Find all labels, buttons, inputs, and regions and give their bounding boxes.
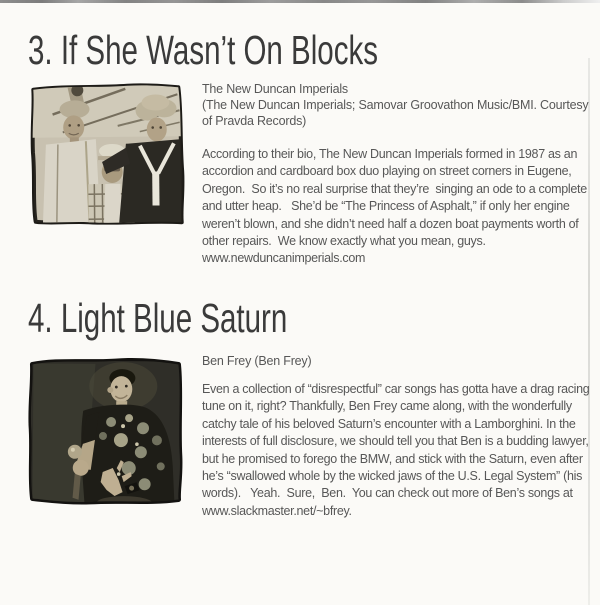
scan-edge-strip: [0, 0, 600, 3]
track3-artist-name: The New Duncan Imperials: [202, 82, 348, 96]
track3-artist-url: www.newduncanimperials.com: [202, 251, 366, 266]
track4-artist-url: www.slackmaster.net/~bfrey.: [202, 503, 352, 518]
track3-title: 3. If She Wasn’t On Blocks: [28, 27, 379, 73]
track4-description: Even a collection of “disrespectful” car songs has gotta have a drag racing tune on it, right? Thankfully, Ben Frey came along, with the wonderfully catchy tale of his beloved Saturn’s encounter with a Lamborghini. In the interests of full disclosure, we should tell you that Ben is a budding lawyer, but he promised to forego the BMW, and stick with the Saturn, even after he’s “swallowed whole by the wicked jaws of the U.S. Legal System” (his words). Yeah. Sure, Ben. You can check out more of Ben’s songs at: [202, 382, 593, 501]
track4-credit-block: [202, 353, 594, 369]
track3-credit-line: (The New Duncan Imperials; Samovar Groovathon Music/BMI. Courtesy of Pravda Records): [202, 98, 589, 128]
track3-credit-block: [202, 81, 594, 129]
artist-photo-illustration: [24, 355, 188, 508]
scan-crease-line: [588, 58, 590, 605]
artist-photo-ben-frey: [24, 355, 188, 508]
band-photo-new-duncan-imperials: [27, 81, 187, 229]
track3-body: [202, 146, 594, 268]
track4-body: [202, 381, 594, 520]
band-photo-illustration: [27, 81, 187, 229]
track3-description: According to their bio, The New Duncan Imperials formed in 1987 as an accordion and cardboard box duo playing on street corners in Eugene, Oregon. So it’s no real surprise that they’re singing an ode to a complete and utter heap. She’d be “The Princess of Asphalt,” if only her engine weren’t blown, and she didn’t need half a dozen boat payments worth of other repairs. We know exactly what you mean, guys.: [202, 147, 591, 249]
track4-artist-name: Ben Frey (Ben Frey): [202, 354, 312, 368]
track4-title: 4. Light Blue Saturn: [28, 295, 288, 341]
